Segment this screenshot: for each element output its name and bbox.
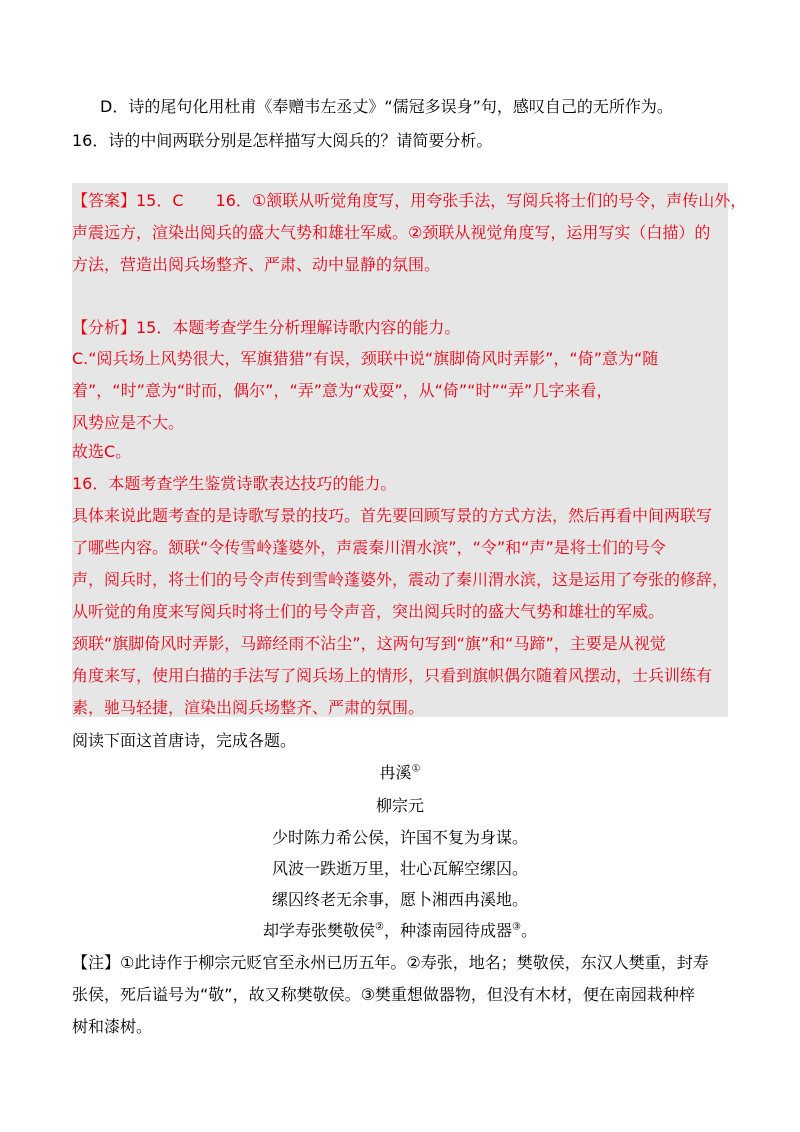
poem-line-part: 却学寿张樊敬侯 (263, 921, 376, 940)
poem-line-part: ，种漆南园待成器 (383, 921, 512, 940)
analysis-line: 颈联“旗脚倚风时弄影，马蹄经雨不沾尘”，这两句写到“旗”和“马蹄”，主要是从视觉 (72, 634, 666, 653)
analysis-line: 【分析】15．本题考查学生分析理解诗歌内容的能力。 (72, 318, 461, 337)
analysis-line: 了哪些内容。颔联“令传雪岭蓬婆外，声震秦川渭水滨”，“令”和“声”是将士们的号令 (72, 538, 666, 557)
poem-title-text: 冉溪 (379, 763, 412, 782)
analysis-line: 具体来说此题考查的是诗歌写景的技巧。首先要回顾写景的方式方法，然后再看中间两联写 (72, 506, 713, 525)
analysis-line: 角度来写，使用白描的手法写了阅兵场上的情形，只看到旗帜偶尔随着风摆动，士兵训练有 (72, 666, 713, 685)
answer-line: 【答案】15．C 16．①颔联从听觉角度写，用夸张手法，写阅兵将士们的号令，声传山外， (72, 191, 747, 210)
note-mark: ② (375, 921, 384, 933)
analysis-line: 故选C。 (72, 442, 132, 461)
poem-title-note-mark: ① (411, 763, 421, 775)
note-mark: ③ (512, 921, 521, 933)
poem-author: 柳宗元 (375, 796, 424, 815)
analysis-line: 风势应是不大。 (72, 413, 185, 432)
answer-line: 声震远方，渲染出阅兵的盛大气势和雄壮军威。②颈联从视觉角度写，运用写实（白描）的 (72, 223, 711, 242)
poem-line: 风波一跌逝万里，壮心瓦解空缧囚。 (271, 859, 528, 878)
option-d-text: D．诗的尾句化用杜甫《奉赠韦左丞丈》“儒冠多误身”句，感叹自己的无所作为。 (100, 97, 673, 116)
note-line: 树和漆树。 (72, 1017, 153, 1036)
analysis-line: C.“阅兵场上风势很大，军旗猎猎”有误，颈联中说“旗脚倚风时弄影”，“倚”意为“随 (72, 349, 659, 368)
analysis-line: 着”，“时”意为“时而，偶尔”，“弄”意为“戏耍”，从“倚”“时”“弄”几字来看， (72, 381, 613, 400)
analysis-line: 声，阅兵时，将士们的号令声传到雪岭蓬婆外，震动了秦川渭水滨，这是运用了夸张的修辞， (72, 570, 729, 589)
question-16-text: 16．诗的中间两联分别是怎样描写大阅兵的？请简要分析。 (72, 131, 493, 150)
answer-line: 方法，营造出阅兵场整齐、严肃、动中显静的氛围。 (72, 255, 441, 274)
note-line: 张侯，死后谥号为“敬”，故又称樊敬侯。③樊重想做器物，但没有木材，便在南园栽种梓 (72, 985, 695, 1004)
reading-instruction: 阅读下面这首唐诗，完成各题。 (72, 731, 297, 750)
note-line: 【注】①此诗作于柳宗元贬官至永州已历五年。②寿张，地名；樊敬侯，东汉人樊重，封寿 (72, 953, 709, 972)
analysis-line: 16．本题考查学生鉴赏诗歌表达技巧的能力。 (72, 474, 397, 493)
analysis-line: 从听觉的角度来写阅兵时将士们的号令声音，突出阅兵时的盛大气势和雄壮的军威。 (72, 602, 665, 621)
analysis-line: 素，驰马轻捷，渲染出阅兵场整齐、严肃的氛围。 (72, 698, 425, 717)
poem-line (0, 920, 800, 942)
poem-line-part: 。 (520, 921, 537, 940)
poem-line: 缧囚终老无余事，愿卜湘西冉溪地。 (271, 890, 528, 909)
poem-title (0, 762, 800, 784)
poem-line: 少时陈力希公侯，许国不复为身谋。 (271, 828, 528, 847)
